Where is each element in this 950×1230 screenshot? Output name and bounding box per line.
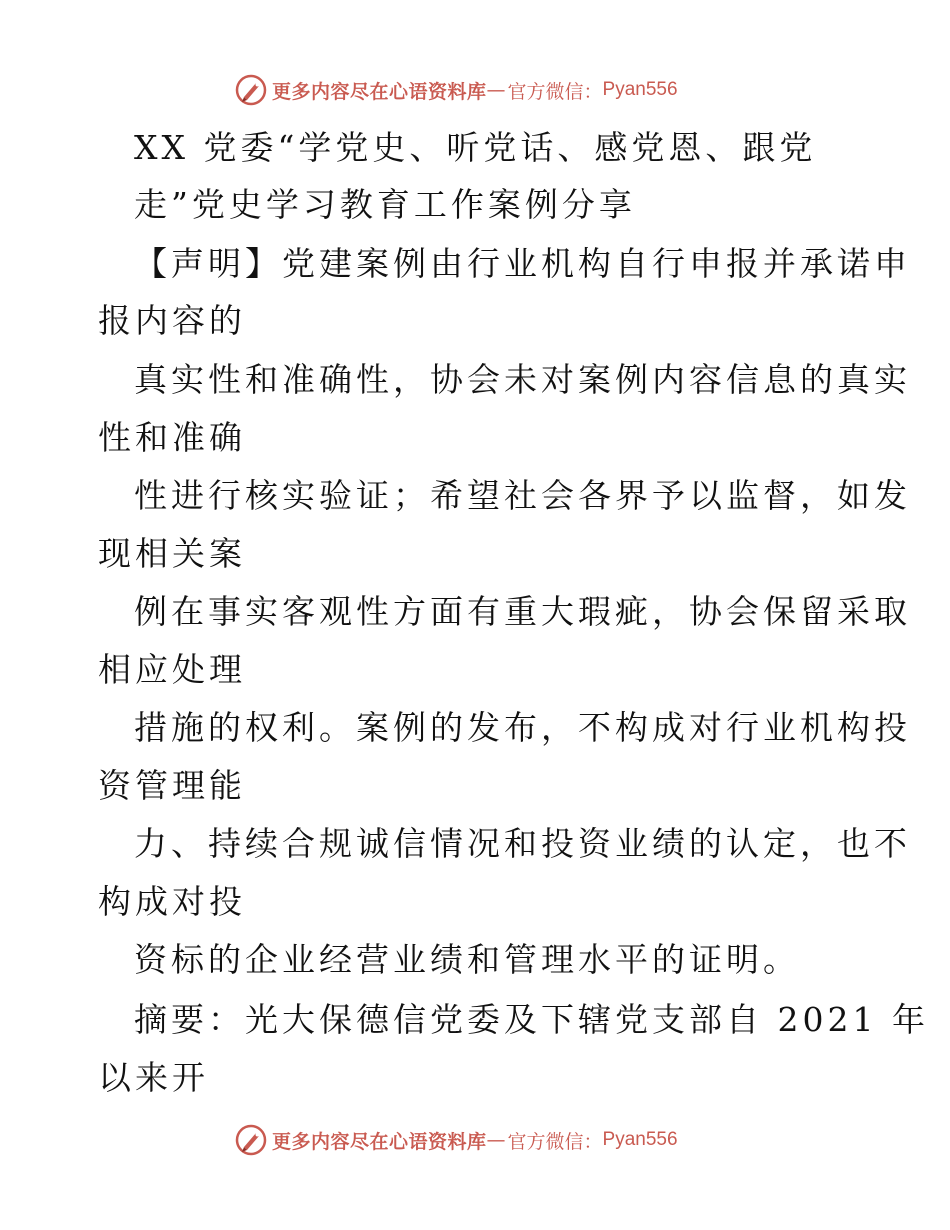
paragraph-line: 相应处理 (98, 650, 246, 689)
abstract-line: 以来开 (98, 1058, 209, 1097)
footer-watermark (234, 1120, 678, 1160)
pen-logo-icon (234, 73, 268, 107)
title-line-1: XX 党委“学党史、听党话、感党恩、跟党 (134, 128, 817, 167)
paragraph-line: 资标的企业经营业绩和管理水平的证明。 (134, 940, 800, 979)
watermark-wechat-id: Pyan556 (602, 1129, 678, 1150)
paragraph-line: 资管理能 (98, 766, 246, 805)
paragraph-line: 真实性和准确性，协会未对案例内容信息的真实 (134, 360, 911, 399)
watermark-text: 更多内容尽在心语资料库 (272, 80, 487, 103)
paragraph-line: 性和准确 (98, 418, 246, 457)
watermark-text: 更多内容尽在心语资料库 (272, 1130, 487, 1153)
watermark-label: 官方微信： (507, 80, 603, 103)
header-watermark (234, 70, 678, 110)
pen-logo-icon (234, 1123, 268, 1157)
watermark-label: 官方微信： (507, 1130, 603, 1153)
paragraph-line: 现相关案 (98, 534, 246, 573)
paragraph-line: 措施的权利。案例的发布，不构成对行业机构投 (134, 708, 911, 747)
watermark-separator: — (486, 79, 506, 101)
paragraph-line: 构成对投 (98, 882, 246, 921)
paragraph-line: 【声明】党建案例由行业机构自行申报并承诺申 (134, 244, 911, 283)
paragraph-line: 例在事实客观性方面有重大瑕疵，协会保留采取 (134, 592, 911, 631)
paragraph-line: 性进行核实验证；希望社会各界予以监督，如发 (134, 476, 911, 515)
paragraph-line: 报内容的 (98, 301, 246, 340)
paragraph-line: 力、持续合规诚信情况和投资业绩的认定，也不 (134, 824, 911, 863)
watermark-wechat-id: Pyan556 (602, 79, 678, 100)
abstract-line: 摘要：光大保德信党委及下辖党支部自 2021 年 (134, 1000, 929, 1039)
watermark-separator: — (486, 1129, 506, 1151)
title-line-2: 走”党史学习教育工作案例分享 (134, 185, 636, 224)
